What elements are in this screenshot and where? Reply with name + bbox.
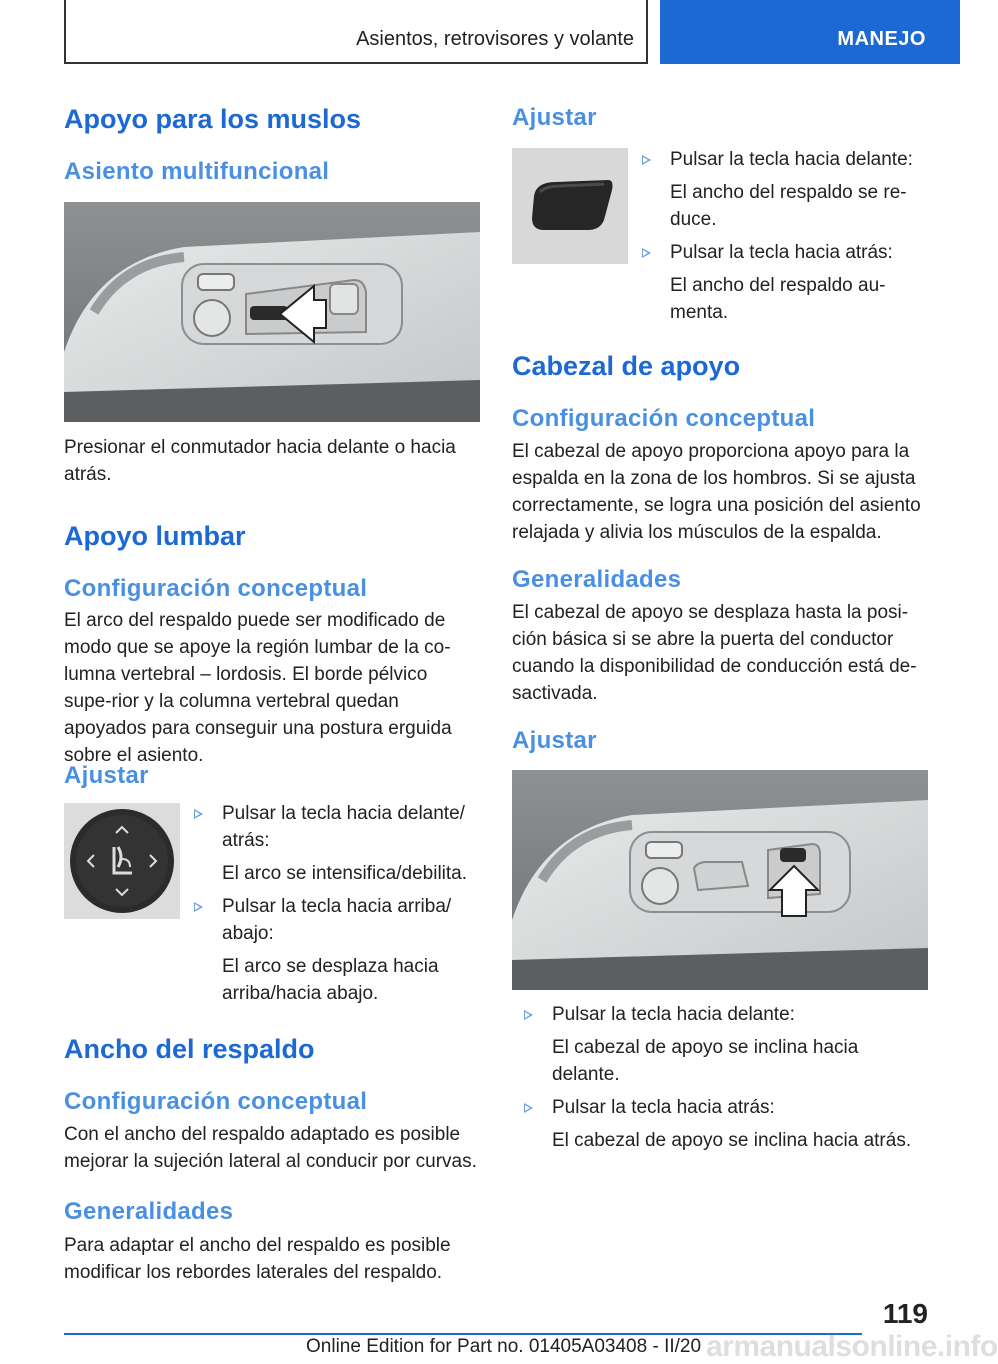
bullet-result: El cabezal de apoyo se inclina hacia delante.	[552, 1037, 859, 1085]
lumbar-adjust-heading: Ajustar	[64, 762, 149, 789]
thigh-support-title: Apoyo para los muslos	[64, 104, 362, 134]
headrest-general-text: El cabezal de apoyo se desplaza hasta la posi-ción básica si se abre la puerta del conductor cuando la disponibilidad de conducción está de-sactivada.	[512, 602, 917, 704]
bullet-action: Pulsar la tecla hacia delante:	[552, 1004, 795, 1025]
bullet-result: El ancho del respaldo se re-duce.	[670, 182, 907, 230]
thigh-support-caption: Presionar el conmutador hacia delante o hacia atrás.	[64, 437, 456, 485]
bullet-triangle-icon	[642, 155, 651, 165]
lumbar-title: Apoyo lumbar	[64, 521, 246, 551]
bullet-action: Pulsar la tecla hacia delante:	[670, 149, 913, 170]
bullet-action: Pulsar la tecla hacia atrás:	[552, 1097, 775, 1118]
seat-switch-headrest-image	[512, 770, 928, 990]
lumbar-concept-text: El arco del respaldo puede ser modificado de modo que se apoye la región lumbar de la co-lumna vertebral – lordosis. El borde pélvico supe-rior y la columna vertebral quedan apoyados para conseguir una postura erguida sobre el asiento.	[64, 610, 452, 766]
bullet-result: El ancho del respaldo au-menta.	[670, 275, 886, 323]
list-item	[512, 1094, 928, 1121]
watermark: armanualsonline.info	[706, 1330, 998, 1363]
bullet-triangle-icon	[642, 248, 651, 258]
backrest-concept-heading: Configuración conceptual	[64, 1088, 368, 1115]
headrest-adjust-bullet-list	[512, 1001, 928, 1154]
bullet-result: El arco se intensifica/debilita.	[222, 863, 468, 884]
lumbar-switch-image	[64, 803, 180, 919]
headrest-adjust-heading: Ajustar	[512, 727, 597, 754]
backrest-adjust-bullet-list	[630, 146, 928, 326]
list-item	[182, 893, 480, 947]
bullet-triangle-icon	[194, 809, 203, 819]
chapter-tab[interactable]	[660, 0, 960, 64]
list-item	[512, 1001, 928, 1028]
bullet-result: El arco se desplaza hacia arriba/hacia abajo.	[222, 956, 439, 1004]
headrest-concept-heading: Configuración conceptual	[512, 405, 816, 432]
bullet-action: Pulsar la tecla hacia delante/ atrás:	[222, 803, 465, 851]
list-item	[630, 239, 928, 266]
backrest-width-button-image	[512, 148, 628, 264]
section-title: Asientos, retrovisores y volante	[356, 28, 634, 50]
backrest-width-title: Ancho del respaldo	[64, 1034, 315, 1064]
lumbar-bullet-list	[182, 800, 480, 1007]
bullet-triangle-icon	[524, 1010, 533, 1020]
bullet-result: El cabezal de apoyo se inclina hacia atrás.	[552, 1130, 912, 1151]
bullet-action: Pulsar la tecla hacia arriba/ abajo:	[222, 896, 452, 944]
bullet-triangle-icon	[194, 902, 203, 912]
bullet-triangle-icon	[524, 1103, 533, 1113]
edition-text: Online Edition for Part no. 01405A03408 - II/20	[306, 1336, 702, 1357]
headrest-general-heading: Generalidades	[512, 566, 682, 593]
lumbar-concept-heading: Configuración conceptual	[64, 575, 368, 602]
seat-switch-thigh-image	[64, 202, 480, 422]
headrest-title: Cabezal de apoyo	[512, 351, 741, 381]
backrest-general-heading: Generalidades	[64, 1198, 234, 1225]
list-item	[630, 146, 928, 173]
page-number: 119	[882, 1298, 928, 1329]
multifunction-seat-subtitle: Asiento multifuncional	[64, 158, 330, 185]
backrest-general-text: Para adaptar el ancho del respaldo es posible modificar los rebordes laterales del respaldo.	[64, 1235, 451, 1283]
backrest-adjust-heading: Ajustar	[512, 104, 597, 131]
headrest-concept-text: El cabezal de apoyo proporciona apoyo para la espalda en la zona de los hombros. Si se ajusta correctamente, se logra una posición del asiento relajada y alivia los músculos de la espalda.	[512, 441, 921, 543]
backrest-concept-text: Con el ancho del respaldo adaptado es posible mejorar la sujeción lateral al conducir por curvas.	[64, 1124, 477, 1172]
header-section-box	[64, 0, 648, 64]
bullet-action: Pulsar la tecla hacia atrás:	[670, 242, 893, 263]
chapter-tab-label: MANEJO	[837, 28, 926, 50]
list-item	[182, 800, 480, 854]
